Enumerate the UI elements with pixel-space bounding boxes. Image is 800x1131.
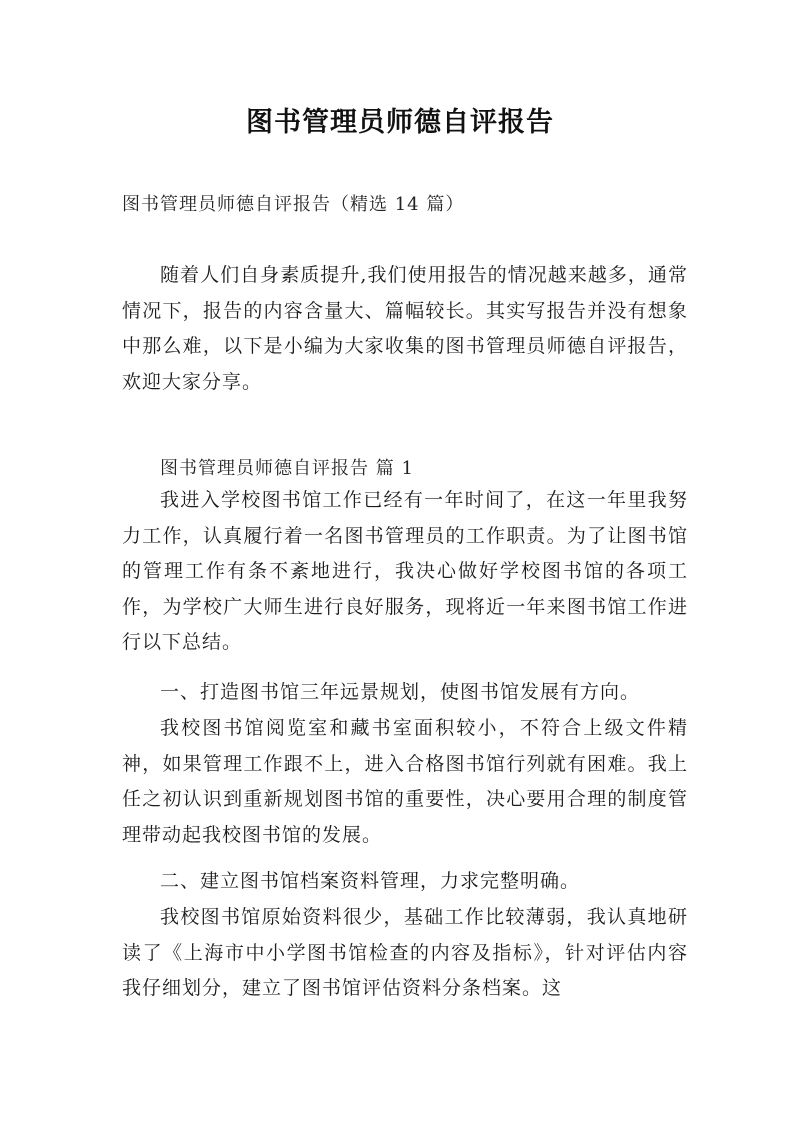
body-paragraph-1: 我进入学校图书馆工作已经有一年时间了，在这一年里我努力工作，认真履行着一名图书管理员的工作职责。为了让图书馆的管理工作有条不紊地进行，我决心做好学校图书馆的各项工作，为学校广大师生进行良好服务，现将近一年来图书馆工作进行以下总结。 — [122, 489, 688, 653]
body-paragraph-3: 我校图书馆原始资料很少，基础工作比较薄弱，我认真地研读了《上海市中小学图书馆检查的内容及指标》，针对评估内容我仔细划分，建立了图书馆评估资料分条档案。这 — [122, 906, 688, 999]
document-title: 图书管理员师德自评报告 — [246, 107, 554, 138]
intro-paragraph: 随着人们自身素质提升,我们使用报告的情况越来越多，通常情况下，报告的内容含量大、篇幅较长。其实写报告并没有想象中那么难，以下是小编为大家收集的图书管理员师德自评报告，欢迎大家分享。 — [122, 264, 688, 393]
document-subtitle: 图书管理员师德自评报告（精选 14 篇） — [122, 194, 465, 215]
heading-item-2: 二、建立图书馆档案资料管理，力求完整明确。 — [160, 870, 581, 892]
section-title: 图书管理员师德自评报告 篇 1 — [160, 458, 414, 479]
body-paragraph-2: 我校图书馆阅览室和藏书室面积较小，不符合上级文件精神，如果管理工作跟不上，进入合格图书馆行列就有困难。我上任之初认识到重新规划图书馆的重要性，决心要用合理的制度管理带动起我校图书馆的发展。 — [122, 717, 688, 846]
heading-item-1: 一、打造图书馆三年远景规划，使图书馆发展有方向。 — [160, 681, 641, 703]
